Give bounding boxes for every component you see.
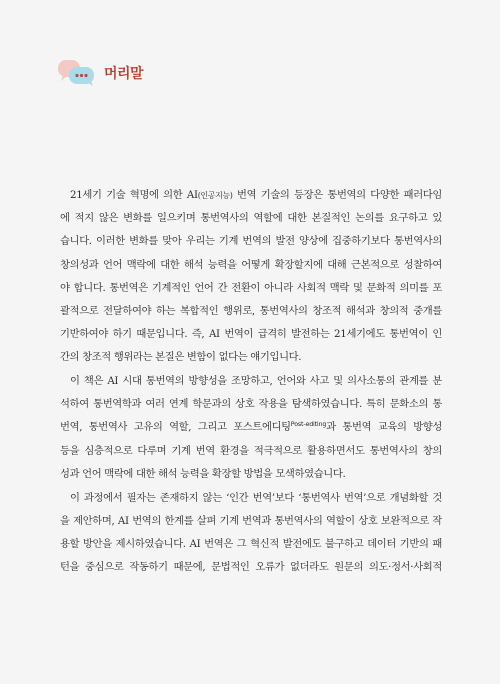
text-line-15: 을 제안하며, AI 번역의 한계를 살펴 기계 번역과 통번역사의 역할이 상호 보완적으로 작 <box>60 514 442 527</box>
page-header <box>58 59 143 87</box>
text-line-13: 성과 언어 맥락에 대한 해석 능력을 확장할 방법을 모색하였습니다. <box>60 468 346 481</box>
preface-body <box>60 184 442 579</box>
speech-bubbles-icon <box>58 59 98 87</box>
text-line-2: 에 적지 않은 변화를 일으키며 통번역사의 역할에 대한 본질적인 논의를 요구하고 있 <box>60 212 442 225</box>
text-line-16: 용할 방안을 제시하였습니다. AI 번역은 그 혁신적 발전에도 불구하고 데이터 기반의 패 <box>60 538 442 551</box>
text-line-9: 이 책은 AI 시대 통번역의 방향성을 조망하고, 언어와 사고 및 의사소통의 관계를 분 <box>70 374 442 387</box>
text-line-7: 기반하여야 하기 때문입니다. 즉, AI 번역이 급격히 발전하는 21세기에도 통번역이 인 <box>60 328 442 341</box>
text-line-12: 등을 심층적으로 다루며 기계 번역 환경을 적극적으로 활용하면서도 통번역사의 창의 <box>60 445 442 458</box>
text-line-11: 번역, 통번역사 고유의 역할, 그리고 포스트에디팅$^{Post-editing}$과 통번역 교육의 방향성 <box>60 420 442 434</box>
text-line-17: 턴을 중심으로 작동하기 때문에, 문법적인 오류가 없더라도 원문의 의도·정서·사회적 <box>60 561 442 574</box>
page-title: 머리말 <box>104 66 144 82</box>
text-line-8: 간의 창조적 행위라는 본질은 변함이 없다는 얘기입니다. <box>60 351 302 364</box>
post-editing-superscript: Post-editing <box>290 420 327 429</box>
text-line-14: 이 과정에서 필자는 존재하지 않는 ‘인간 번역’보다 ‘통번역사 번역’으로 개념화할 것 <box>70 491 442 504</box>
text-line-5: 야 합니다. 통번역은 기계적인 언어 간 전환이 아니라 사회적 맥락 및 문화적 의미를 포 <box>60 281 442 294</box>
text-line-1: 21세기 기술 혁명에 의한 AI(인공지능) 번역 기술의 등장은 통번역의 다양한 패러다임 <box>70 189 442 201</box>
text-line-6: 괄적으로 전달하여야 하는 복합적인 행위로, 통번역사의 창조적 해석과 창의적 중개를 <box>60 305 442 318</box>
text-line-3: 습니다. 이러한 변화를 맞아 우리는 기계 번역의 발전 양상에 집중하기보다 통번역사의 <box>60 235 442 248</box>
text-line-10: 석하여 통번역학과 여러 연계 학문과의 상호 작용을 탐색하였습니다. 특히 문화소의 통 <box>60 397 442 410</box>
text-line-4: 창의성과 언어 맥락에 대한 해석 능력을 어떻게 확장할지에 대해 근본적으로 성찰하여 <box>60 258 442 271</box>
